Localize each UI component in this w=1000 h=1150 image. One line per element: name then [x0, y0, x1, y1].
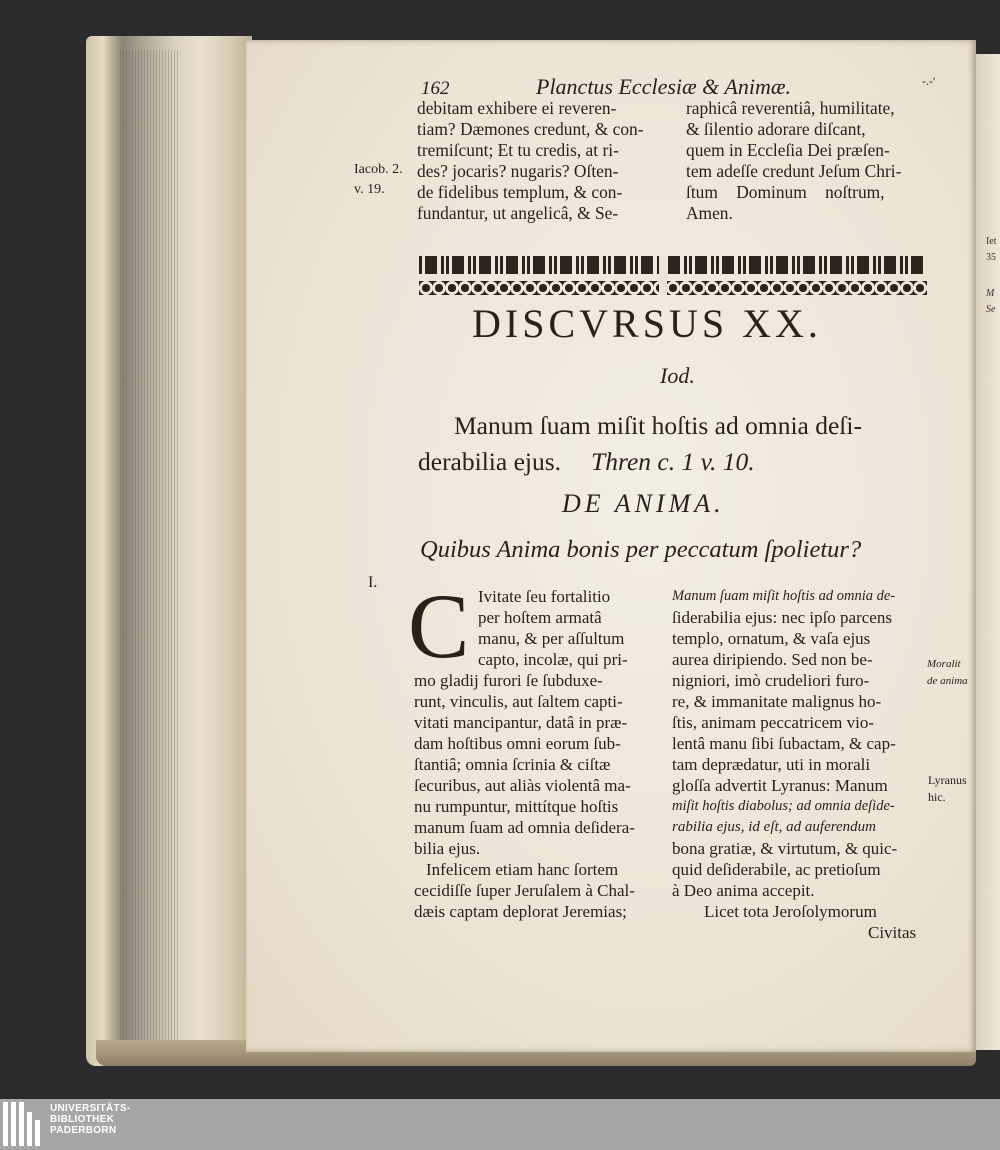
text-line: ſiderabilia ejus: nec ipſo parcens — [672, 608, 892, 627]
margin-reference-line: v. 19. — [354, 182, 385, 197]
text-line: per hoſtem armatâ — [478, 608, 602, 627]
subject-heading: DE ANIMA. — [562, 489, 725, 518]
verse-line: derabilia ejus. — [418, 447, 562, 476]
text-line: ſtantiâ; omnia ſcrinia & ciſtæ — [414, 755, 611, 774]
text-line: gloſſa advertit Lyranus: Manum — [672, 776, 888, 795]
text-line: manu, & per aſſultum — [478, 629, 625, 648]
text-line: tam deprædatur, uti in morali — [672, 755, 871, 774]
text-line: bona gratiæ, & virtutum, & quic- — [672, 839, 898, 858]
ornament-band — [419, 256, 927, 295]
text-line: Amen. — [686, 203, 733, 223]
text-line: templo, ornatum, & vaſa ejus — [672, 629, 871, 648]
text-line: tiam? Dæmones credunt, & con- — [417, 119, 644, 139]
book-fore-edge — [86, 36, 252, 1066]
question-heading: Quibus Anima bonis per peccatum ſpolietur? — [420, 536, 862, 563]
verse-line: Manum ſuam miſit hoſtis ad omnia deſi- — [454, 411, 862, 440]
text-line: des? jocaris? nugaris? Oſten- — [417, 161, 619, 181]
running-title: Planctus Ecclesiæ & Animæ. — [536, 74, 792, 99]
text-line: vitati mancipantur, datâ in præ- — [414, 713, 628, 732]
text-line: cecidiſſe ſuper Jeruſalem à Chal- — [414, 881, 635, 900]
margin-note-moralit — [927, 656, 968, 690]
corner-mark: -.-' — [922, 74, 936, 88]
text-line: rabilia ejus, id eſt, ad auferendum — [672, 819, 877, 835]
body-right-column — [672, 586, 916, 943]
text-line: à Deo anima accepit. — [672, 881, 815, 900]
text-line: Ivitate ſeu fortalitio — [478, 587, 611, 606]
facing-page-fragment: 35 — [986, 252, 996, 263]
library-name — [50, 1103, 131, 1136]
library-name-line: BIBLIOTHEK — [50, 1114, 115, 1125]
margin-note-line: hic. — [928, 790, 946, 804]
facing-page-strip — [974, 54, 1000, 1050]
top-right-column — [686, 98, 901, 224]
text-line: aurea diripiendo. Sed non be- — [672, 650, 873, 669]
facing-page-fragment: Se — [986, 304, 996, 315]
text-line: nigniori, imò crudeliori furo- — [672, 671, 870, 690]
text-line: dæis captam deplorat Jeremias; — [414, 902, 627, 921]
text-line: lentâ manu ſibi ſubactam, & cap- — [672, 734, 896, 753]
ornament-divider — [659, 256, 667, 295]
text-line: tremiſcunt; Et tu credis, at ri- — [417, 140, 619, 160]
library-name-line: UNIVERSITÄTS- — [50, 1103, 131, 1114]
margin-reference-line: Iacob. 2. — [354, 162, 403, 177]
margin-note-line: Lyranus — [928, 773, 967, 787]
ornament-row-circles — [419, 281, 927, 295]
text-line: Infelicem etiam hanc ſortem — [426, 860, 619, 879]
text-line: de fidelibus templum, & con- — [417, 182, 623, 202]
library-name-line: PADERBORN — [50, 1125, 117, 1136]
body-left-column — [414, 586, 635, 922]
margin-note-lyranus — [928, 772, 967, 806]
text-line: capto, incolæ, qui pri- — [478, 650, 628, 669]
text-line: runt, vinculis, aut ſaltem capti- — [414, 692, 623, 711]
hebrew-letter-label: Iod. — [660, 363, 695, 388]
text-line: re, & immanitate malignus ho- — [672, 692, 882, 711]
verse-reference: Thren c. 1 v. 10. — [591, 447, 755, 476]
ornament-row-flowers — [419, 256, 927, 274]
text-line: bilia ejus. — [414, 839, 481, 858]
text-line: nu rumpuntur, mittítque hoſtis — [414, 797, 619, 816]
scripture-verse — [418, 408, 862, 480]
facing-page-fragment: M — [986, 288, 995, 299]
text-line: ſtum Dominum noſtrum, — [686, 182, 885, 202]
facing-page-fragment: Iet — [986, 236, 997, 247]
section-number: I. — [368, 574, 378, 591]
text-line: Civitas — [868, 923, 917, 942]
text-line: manum ſuam ad omnia deſidera- — [414, 818, 635, 837]
text-line: quem in Eccleſia Dei præſen- — [686, 140, 890, 160]
margin-reference — [354, 160, 403, 200]
text-line: tem adeſſe credunt Jeſum Chri- — [686, 161, 902, 181]
top-left-column — [417, 98, 644, 224]
text-line: raphicâ reverentiâ, humilitate, — [686, 98, 895, 118]
page-number: 162 — [421, 78, 450, 99]
text-line: Manum ſuam miſit hoſtis ad omnia de- — [672, 588, 896, 604]
text-line: fundantur, ut angelicâ, & Se- — [417, 203, 619, 223]
text-line: dam hoſtibus omni eorum ſub- — [414, 734, 621, 753]
text-line: ſecuribus, aut aliàs violentâ ma- — [414, 776, 631, 795]
text-line: & ſilentio adorare diſcant, — [686, 119, 866, 139]
text-line: ſtis, animam peccatricem vio- — [672, 713, 875, 732]
library-banner — [0, 1099, 1000, 1150]
text-line: miſit hoſtis diabolus; ad omnia deſide- — [672, 798, 895, 814]
margin-note-line: de anima — [927, 675, 968, 687]
text-line: quid deſiderabile, ac pretioſum — [672, 860, 881, 879]
discourse-heading: DISCVRSUS XX. — [472, 301, 822, 346]
library-logo-icon — [3, 1102, 43, 1146]
drop-initial: C — [408, 575, 470, 677]
text-line: debitam exhibere ei reveren- — [417, 98, 617, 118]
margin-note-line: Moralit — [927, 658, 961, 670]
text-line: mo gladij furori ſe ſubduxe- — [414, 671, 603, 690]
text-line: Licet tota Jeroſolymorum — [704, 902, 877, 921]
